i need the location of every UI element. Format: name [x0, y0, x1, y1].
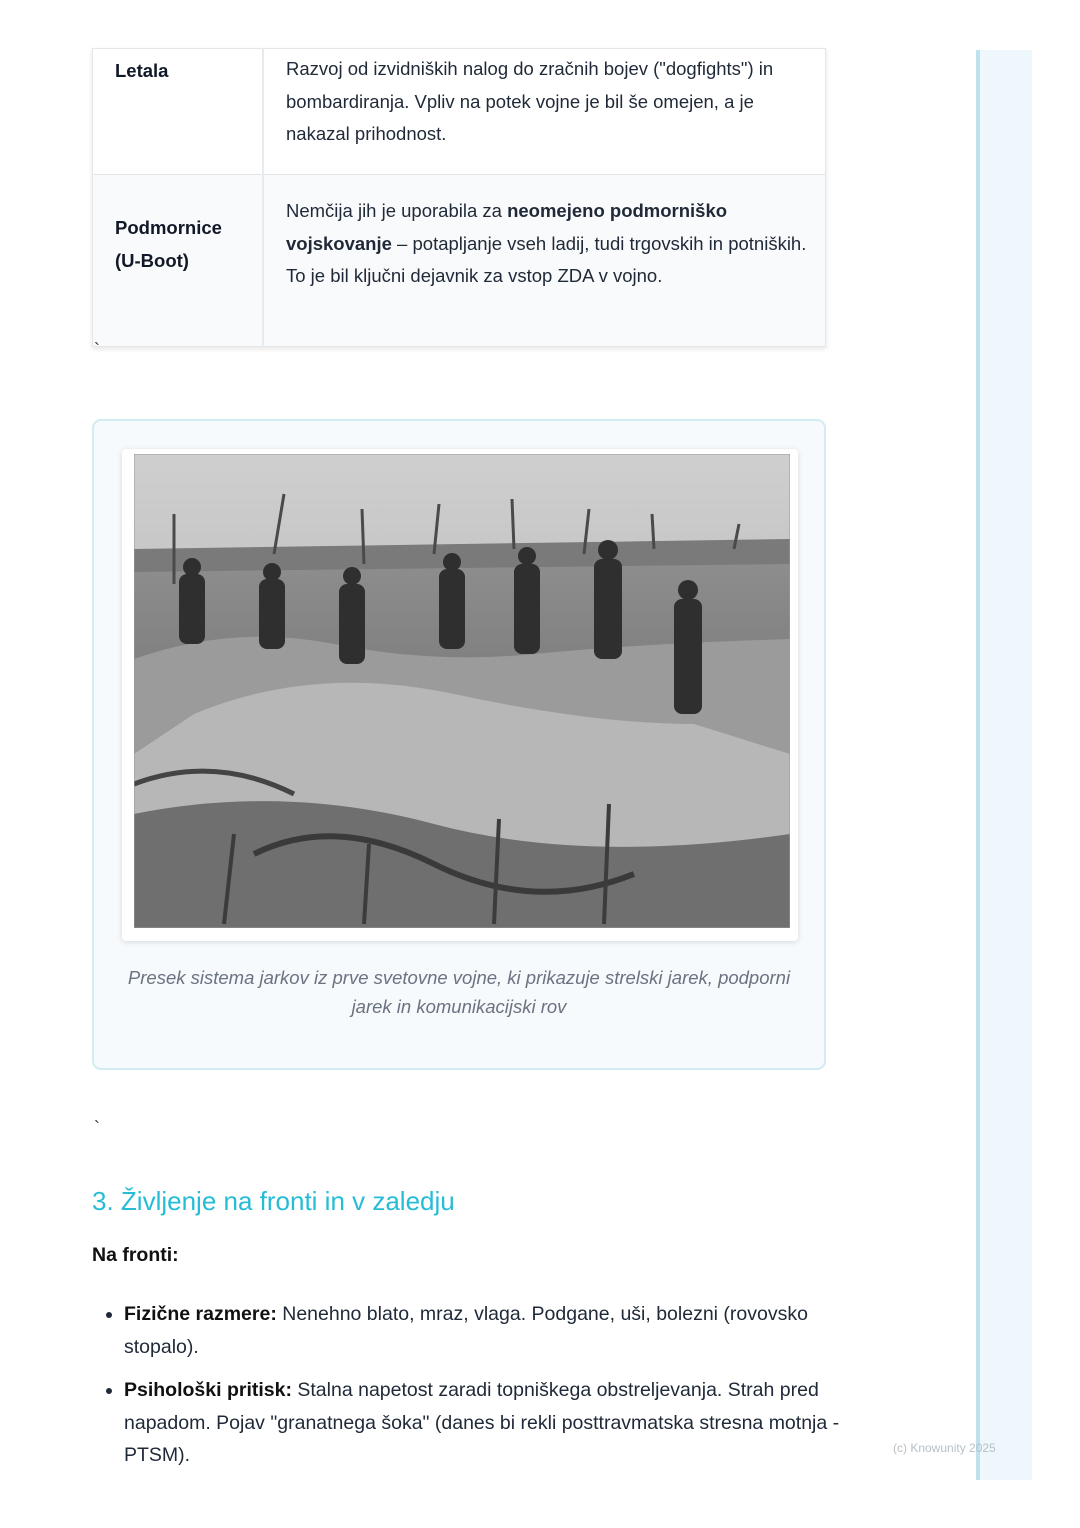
watermark-text: (c) Knowunity 2025 [893, 1441, 996, 1455]
bullet-label: Fizične razmere: [124, 1303, 277, 1325]
term-label-sub: (U-Boot) [115, 249, 189, 271]
table-row [93, 175, 826, 347]
section-subheading: Na fronti: [92, 1244, 179, 1266]
separator-mark: ` [94, 340, 100, 360]
table-term-cell [93, 49, 264, 175]
bullet-text: Nenehno blato, mraz, vlaga. Podgane, uši, bolezni (rovovsko stopalo). [124, 1303, 808, 1358]
trench-photo [134, 454, 790, 928]
figure-caption: Presek sistema jarkov iz prve svetovne vojne, ki prikazuje strelski jarek, podporni jarek in komunikacijski rov [127, 967, 791, 1017]
list-item [124, 1374, 864, 1472]
term-label: Podmornice [115, 217, 222, 238]
desc-text: – potapljanje vseh ladij, tudi trgovskih in potniških. To je bil ključni dejavnik za vstop ZDA v vojno. [286, 232, 807, 286]
photo-frame [122, 449, 798, 941]
table-term-cell [93, 175, 264, 347]
separator-mark: ` [94, 1118, 100, 1138]
figure-card [92, 419, 826, 1070]
list-item [124, 1298, 864, 1363]
weapons-table [92, 48, 826, 347]
section-heading: 3. Življenje na fronti in v zaledju [92, 1186, 455, 1216]
table-desc-cell: Razvoj od izvidniških nalog do zračnih bojev ("dogfights") in bombardiranja. Vpliv na potek vojne je bil še omejen, a je nakazal prihodnost. [263, 49, 826, 175]
bullet-list [92, 1298, 864, 1483]
table-row [93, 49, 826, 175]
right-sidebar-panel [976, 50, 1032, 1480]
table-desc-cell [263, 175, 826, 347]
bullet-text: Stalna napetost zaradi topniškega obstreljevanja. Strah pred napadom. Pojav "granatnega šoka" (danes bi rekli posttravmatska stresna motnja - PTSM). [124, 1379, 840, 1466]
term-label: Letala [115, 60, 169, 81]
desc-text: Nemčija jih je uporabila za [286, 200, 508, 221]
bullet-label: Psihološki pritisk: [124, 1379, 292, 1401]
desc-bold-text: neomejeno podmorniško vojskovanje [286, 200, 728, 254]
